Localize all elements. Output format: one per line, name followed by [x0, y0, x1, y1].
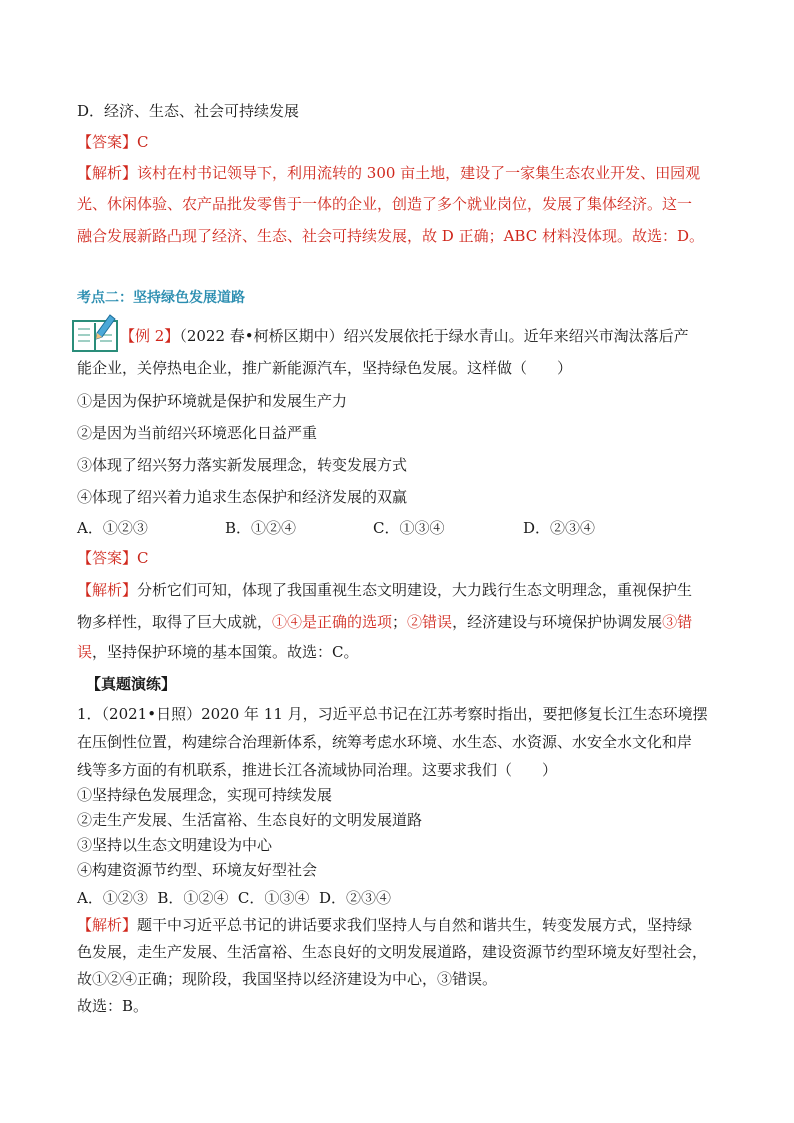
answer-value-2: C: [137, 549, 149, 567]
analysis-line-3: 融合发展新路凸现了经济、生态、社会可持续发展，故 D 正确；ABC 材料没体现。故选：D。: [77, 227, 704, 245]
analysis3-line-1: [77, 915, 692, 935]
question-line-3: 线等多方面的有机联系，推进长江各流域协同治理。这要求我们（ ）: [77, 761, 558, 779]
analysis2-seg-h: ，坚持保护环境的基本国策。故选：C。: [92, 643, 359, 661]
q-options-line: A．①②③ B．①②④ C．①③④ D．②③④: [77, 889, 391, 907]
analysis2-text-1: 分析它们可知，体现了我国重视生态文明建设，大力践行生态文明理念，重视保护生: [137, 581, 693, 599]
option-d-line: D．经济、生态、社会可持续发展: [77, 102, 300, 120]
section-heading-3: 【真题演练】: [86, 675, 177, 693]
option-c: C．①③④: [373, 519, 445, 537]
example-line-2: 能企业，关停热电企业，推广新能源汽车，坚持绿色发展。这样做（ ）: [77, 359, 573, 377]
option-a: A．①②③: [77, 519, 148, 537]
analysis2-seg-a: 物多样性，取得了巨大成就，: [77, 613, 273, 631]
analysis-text: 该村在村书记领导下，利用流转的 300 亩土地，建设了一家集生态农业开发、田园观: [137, 164, 701, 182]
q-statement-2: ②走生产发展、生活富裕、生态良好的文明发展道路: [77, 811, 423, 829]
analysis2-seg-g: 误: [77, 643, 93, 661]
statement-4: ④体现了绍兴着力追求生态保护和经济发展的双赢: [77, 488, 408, 506]
analysis-line-1: [77, 163, 700, 183]
statement-1: ①是因为保护环境就是保护和发展生产力: [77, 392, 348, 410]
answer-value: C: [137, 133, 149, 151]
analysis3-text-1: 题干中习近平总书记的讲话要求我们坚持人与自然和谐共生，转变发展方式，坚持绿: [137, 916, 693, 934]
answer-tag: 【答案】: [77, 133, 138, 151]
analysis3-line-3: 故①②④正确；现阶段，我国坚持以经济建设为中心，③错误。: [77, 970, 498, 988]
answer-line-2: [77, 548, 149, 568]
analysis-line-2: 光、休闲体验、农产品批发零售于一体的企业，创造了多个就业岗位，发展了集体经济。这一: [77, 195, 693, 213]
analysis2-seg-e: ，经济建设与环境保护协调发展: [452, 613, 663, 631]
analysis2-seg-d: ②错误: [407, 613, 453, 631]
book-pencil-icon: [72, 313, 118, 353]
analysis2-seg-f: ③错: [662, 613, 693, 631]
question-line-1: 1．（2021•日照）2020 年 11 月，习近平总书记在江苏考察时指出，要把修复长江生态环境摆: [77, 705, 708, 723]
example-tag: 【例 2】: [120, 327, 180, 345]
analysis2-line-3: [77, 642, 359, 662]
example-text-1: （2022 春•柯桥区期中）绍兴发展依托于绿水青山。近年来绍兴市淘汰落后产: [179, 327, 689, 345]
q-statement-3: ③坚持以生态文明建设为中心: [77, 836, 273, 854]
answer-tag-2: 【答案】: [77, 549, 138, 567]
analysis2-seg-b: ①④是正确的选项: [272, 613, 393, 631]
analysis-tag: 【解析】: [77, 164, 138, 182]
q-statement-4: ④构建资源节约型、环境友好型社会: [77, 861, 318, 879]
analysis-tag-3: 【解析】: [77, 916, 138, 934]
option-b: B．①②④: [225, 519, 297, 537]
analysis-tag-2: 【解析】: [77, 581, 138, 599]
section-heading-2: 考点二：坚持绿色发展道路: [77, 290, 245, 306]
analysis3-line-4: 故选：B。: [77, 997, 149, 1015]
option-d: D．②③④: [523, 519, 596, 537]
q-statement-1: ①坚持绿色发展理念，实现可持续发展: [77, 786, 333, 804]
analysis2-line-2: [77, 612, 692, 632]
question-line-2: 在压倒性位置，构建综合治理新体系，统筹考虑水环境、水生态、水资源、水安全水文化和岸: [77, 733, 693, 751]
analysis3-line-2: 色发展，走生产发展、生活富裕、生态良好的文明发展道路，建设资源节约型环境友好型社会，: [77, 943, 708, 961]
statement-3: ③体现了绍兴努力落实新发展理念，转变发展方式: [77, 456, 408, 474]
example-line-1: [120, 326, 689, 346]
statement-2: ②是因为当前绍兴环境恶化日益严重: [77, 424, 318, 442]
answer-line-1: [77, 132, 149, 152]
analysis2-line-1: [77, 580, 692, 600]
analysis2-seg-c: ；: [392, 613, 408, 631]
